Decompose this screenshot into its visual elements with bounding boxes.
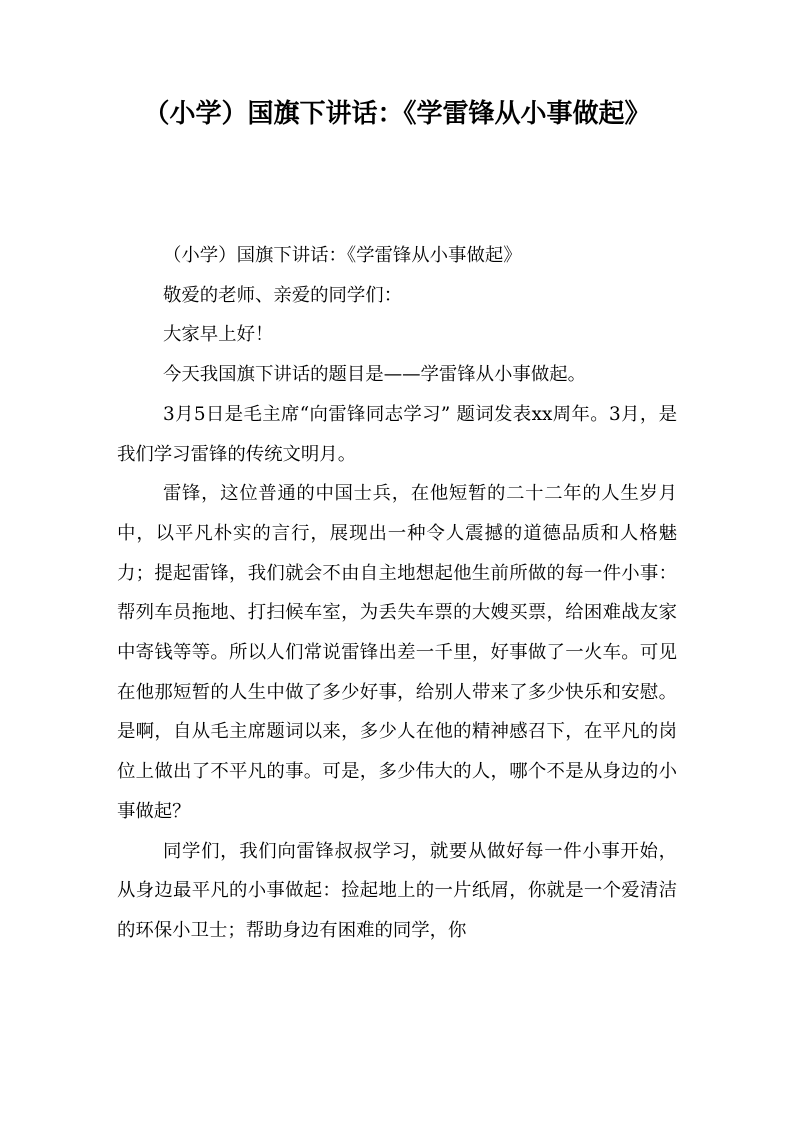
- body-paragraph-greeting: 大家早上好！: [163, 324, 274, 346]
- body-paragraph-topic: 今天我国旗下讲话的题目是——学雷锋从小事做起。: [163, 364, 586, 386]
- body-paragraph-lei-feng: 雷锋，这位普通的中国士兵，在他短暂的二十二年的人生岁月中，以平凡朴实的言行，展现出一种令人震撼的道德品质和人格魅力；提起雷锋，我们就会不由自主地想起他生前所做的每一件小事：帮列车员拖地、打扫候车室，为丢失车票的大嫂买票，给困难战友家中寄钱等等。所以人们常说雷锋出差一千里，好事做了一火车。可见在他那短暂的人生中做了多少好事，给别人带来了多少快乐和安慰。是啊，自从毛主席题词以来，多少人在他的精神感召下，在平凡的岗位上做出了不平凡的事。可是，多少伟大的人，哪个不是从身边的小事做起？: [117, 483, 677, 822]
- document-body: [117, 236, 677, 951]
- body-paragraph-title-repeat: （小学）国旗下讲话：《学雷锋从小事做起》: [163, 245, 522, 266]
- body-paragraph-anniversary: 3月5日是毛主席“向雷锋同志学习” 题词发表xx周年。3月，是我们学习雷锋的传统文明月。: [117, 403, 677, 465]
- body-paragraph-salutation: 敬爱的老师、亲爱的同学们：: [163, 284, 403, 306]
- body-paragraph-call-to-action: 同学们，我们向雷锋叔叔学习，就要从做好每一件小事开始，从身边最平凡的小事做起：捡起地上的一片纸屑，你就是一个爱清洁的环保小卫士；帮助身边有困难的同学，你: [117, 840, 677, 941]
- document-title: （小学）国旗下讲话：《学雷锋从小事做起》: [143, 99, 651, 129]
